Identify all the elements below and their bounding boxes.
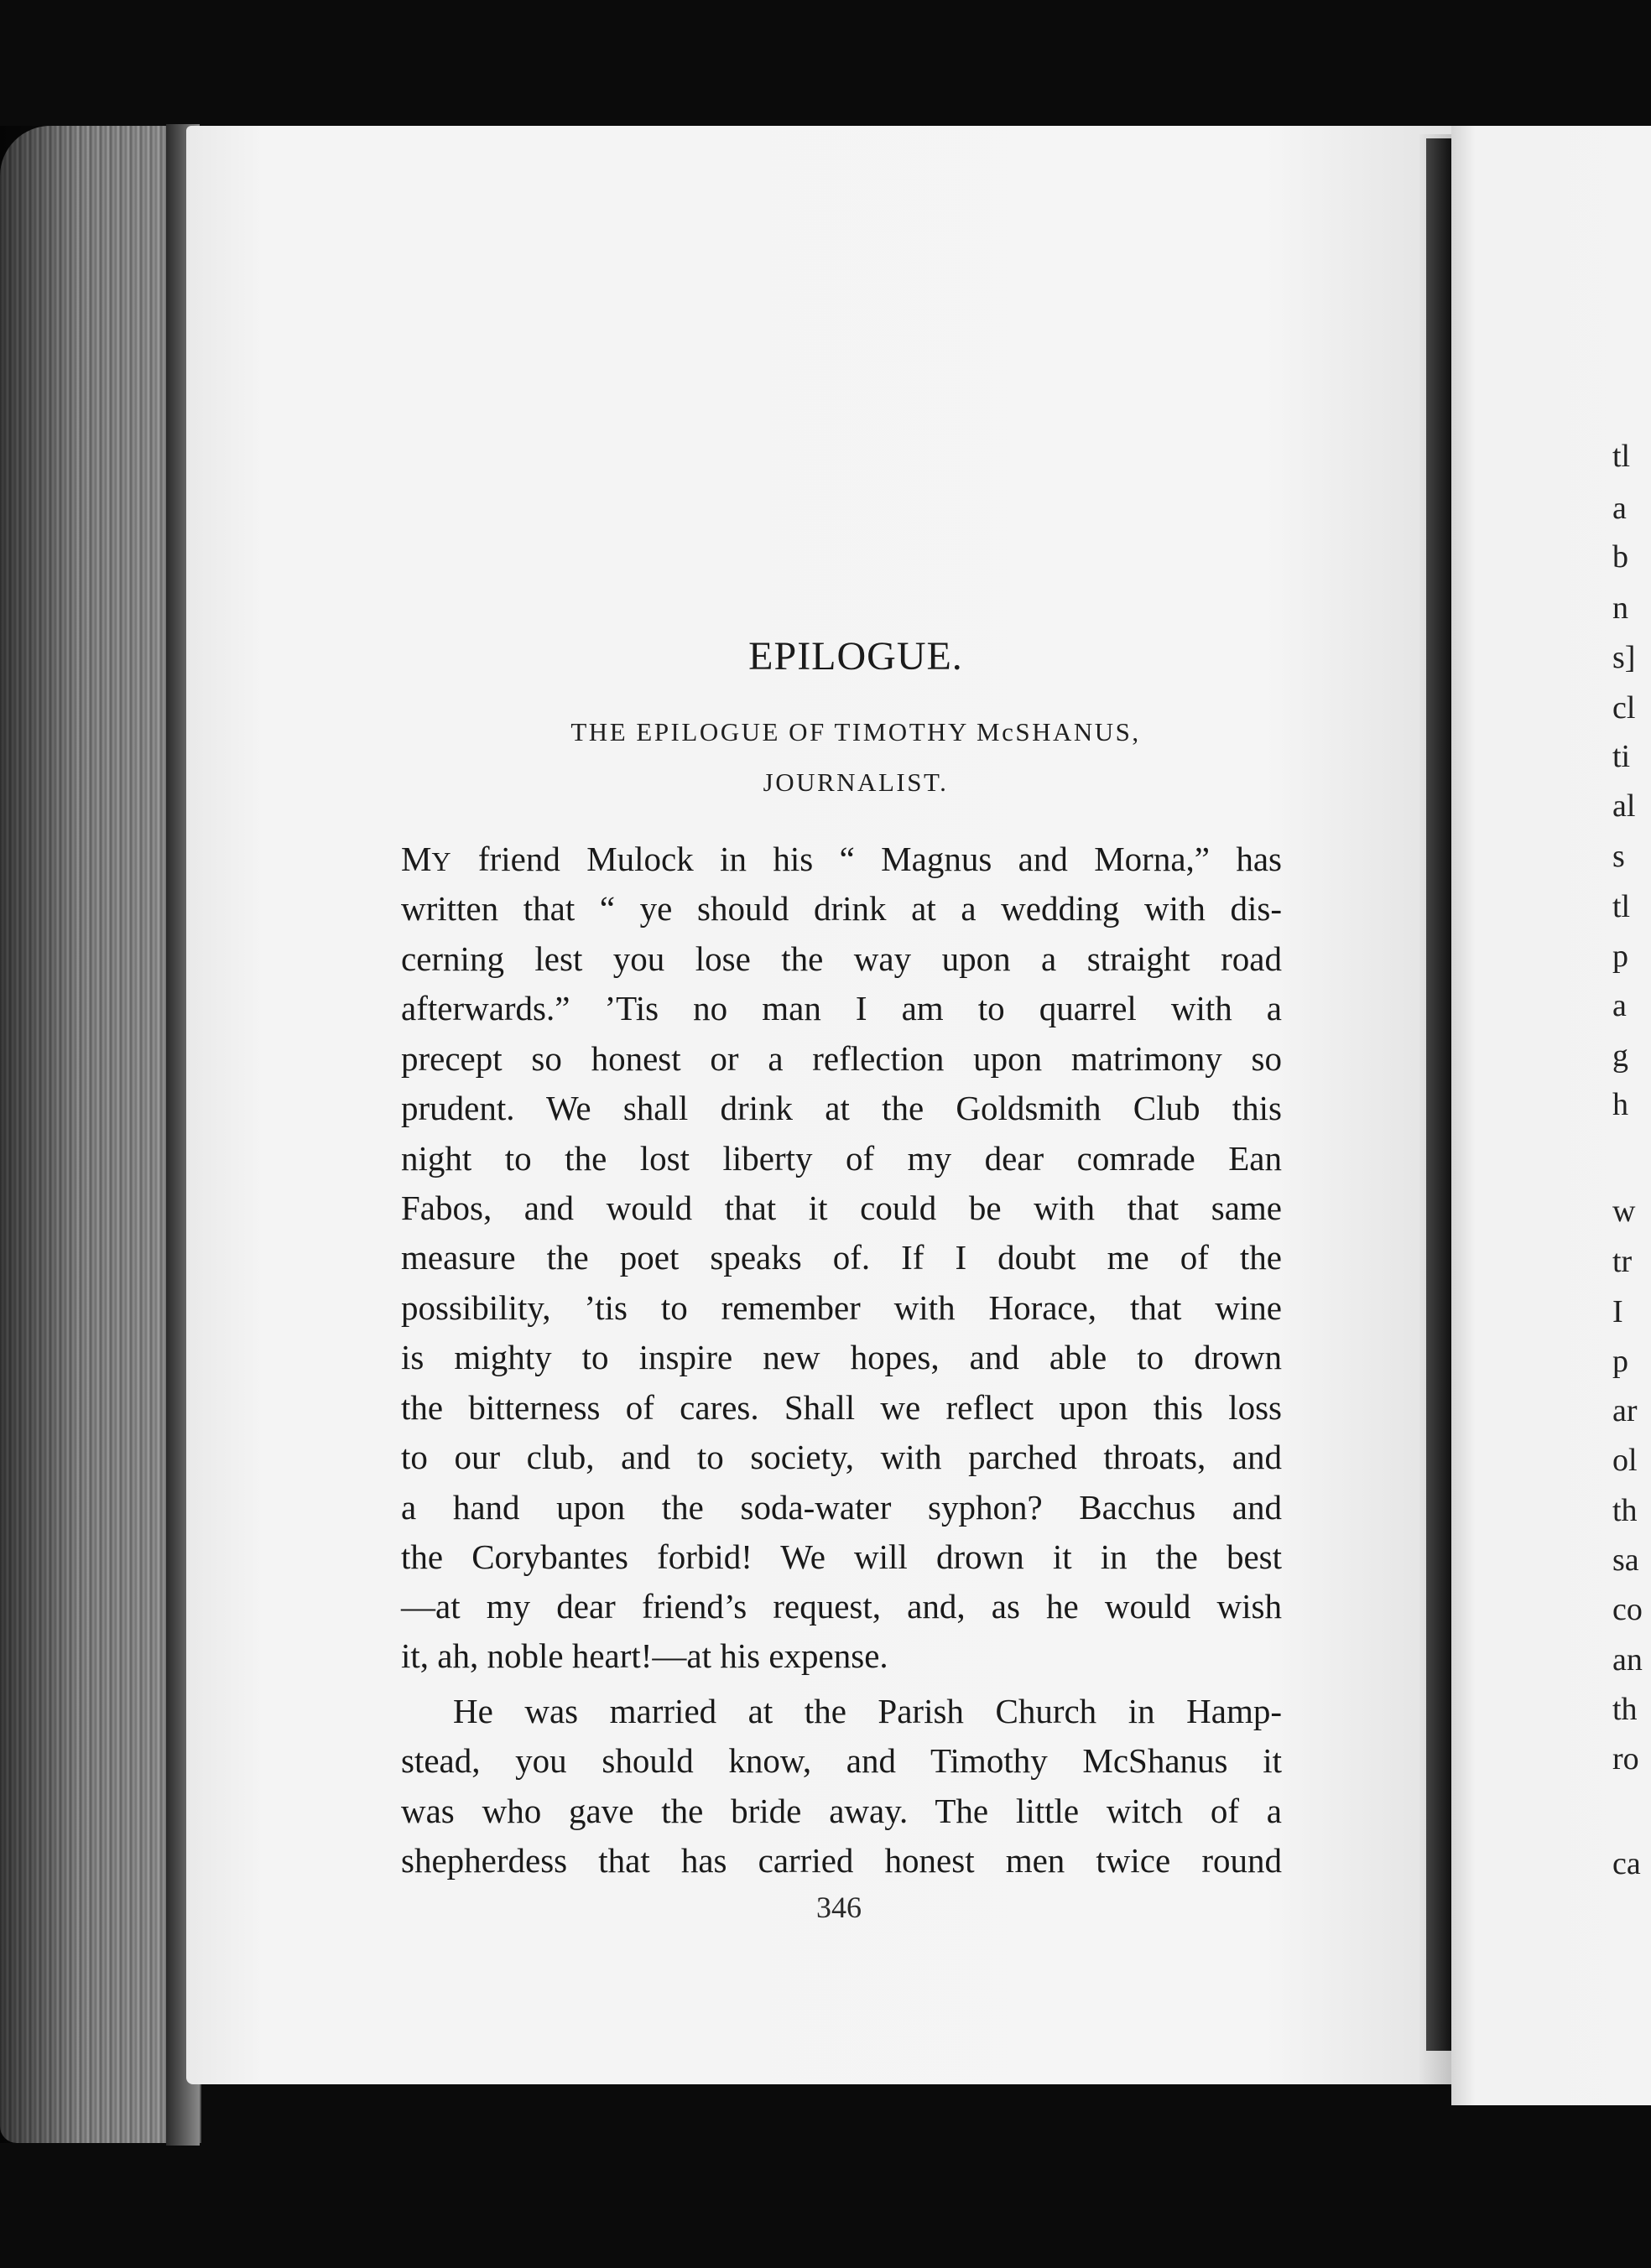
adjacent-page-fragment: an bbox=[1612, 1642, 1643, 1678]
text-line: it, ah, noble heart!—at his expense. bbox=[401, 1636, 888, 1675]
text-line: night to the lost liberty of my dear comrade Ean bbox=[401, 1139, 1282, 1178]
adjacent-page-fragment: th bbox=[1612, 1692, 1638, 1727]
text-line: the Corybantes forbid! We will drown it in the best bbox=[401, 1537, 1282, 1576]
drop-word-smallcap: Y bbox=[431, 847, 452, 877]
adjacent-page-fragment: s bbox=[1612, 839, 1625, 874]
text-line: stead, you should know, and Timothy McShanus it bbox=[401, 1741, 1282, 1780]
adjacent-page-fragment: ca bbox=[1612, 1846, 1641, 1881]
adjacent-page-fragment: tr bbox=[1612, 1244, 1633, 1279]
page-number: 346 bbox=[816, 1891, 862, 1924]
adjacent-page-fragment: w bbox=[1612, 1194, 1636, 1229]
text-line: written that “ ye should drink at a wedding with dis- bbox=[401, 889, 1282, 928]
adjacent-page-fragment: th bbox=[1612, 1493, 1638, 1528]
adjacent-page-fragment: ro bbox=[1612, 1741, 1639, 1776]
adjacent-page-fragment: sa bbox=[1612, 1542, 1639, 1578]
text-line bbox=[401, 840, 1282, 878]
text-line: was who gave the bride away. The little witch of a bbox=[401, 1792, 1282, 1830]
text-line-rest: friend Mulock in his “ Magnus and Morna,” has bbox=[451, 840, 1282, 878]
text-line: is mighty to inspire new hopes, and able to drown bbox=[401, 1338, 1282, 1376]
text-line: measure the poet speaks of. If I doubt me of the bbox=[401, 1238, 1282, 1277]
text-line: afterwards.” ’Tis no man I am to quarrel with a bbox=[401, 989, 1282, 1027]
adjacent-page-fragment: b bbox=[1612, 539, 1628, 575]
adjacent-page-fragment: ar bbox=[1612, 1393, 1638, 1428]
adjacent-page-fragment: I bbox=[1612, 1294, 1623, 1329]
adjacent-page-fragment: a bbox=[1612, 988, 1627, 1023]
text-line: prudent. We shall drink at the Goldsmith Club this bbox=[401, 1089, 1282, 1127]
text-line: the bitterness of cares. Shall we reflect upon this loss bbox=[401, 1388, 1282, 1427]
chapter-subtitle: THE EPILOGUE OF TIMOTHY McSHANUS, bbox=[570, 717, 1141, 746]
text-line: Fabos, and would that it could be with that same bbox=[401, 1189, 1282, 1227]
adjacent-page-fragment: tl bbox=[1612, 439, 1631, 474]
chapter-subtitle: JOURNALIST. bbox=[763, 767, 949, 797]
adjacent-page-fragment: co bbox=[1612, 1592, 1643, 1627]
adjacent-page-fragment: ol bbox=[1612, 1443, 1638, 1478]
adjacent-page-fragment: h bbox=[1612, 1087, 1628, 1122]
adjacent-page-fragment: p bbox=[1612, 939, 1628, 974]
adjacent-page-fragment: ti bbox=[1612, 739, 1631, 774]
adjacent-page-fragment: al bbox=[1612, 788, 1636, 824]
text-line: possibility, ’tis to remember with Horace, that wine bbox=[401, 1288, 1282, 1327]
book-spine bbox=[1426, 138, 1451, 2051]
text-line: to our club, and to society, with parched throats, and bbox=[401, 1438, 1282, 1476]
chapter-heading: EPILOGUE. bbox=[748, 634, 963, 679]
adjacent-page-fragment: tl bbox=[1612, 889, 1631, 924]
adjacent-page-fragment: a bbox=[1612, 491, 1627, 526]
adjacent-page-fragment: g bbox=[1612, 1038, 1628, 1074]
text-line: —at my dear friend’s request, and, as he would wish bbox=[401, 1587, 1282, 1626]
text-line: cerning lest you lose the way upon a straight road bbox=[401, 939, 1282, 978]
adjacent-page-fragment: p bbox=[1612, 1344, 1628, 1379]
text-line: He was married at the Parish Church in Hamp- bbox=[453, 1692, 1282, 1730]
text-line: a hand upon the soda-water syphon? Bacchus and bbox=[401, 1488, 1282, 1527]
drop-word-cap: M bbox=[401, 840, 432, 878]
adjacent-page-fragment: n bbox=[1612, 590, 1628, 626]
text-line: precept so honest or a reflection upon matrimony so bbox=[401, 1039, 1282, 1078]
text-line: shepherdess that has carried honest men twice round bbox=[401, 1841, 1282, 1880]
adjacent-page-fragment: cl bbox=[1612, 690, 1636, 726]
adjacent-page-fragment: s] bbox=[1612, 640, 1636, 675]
